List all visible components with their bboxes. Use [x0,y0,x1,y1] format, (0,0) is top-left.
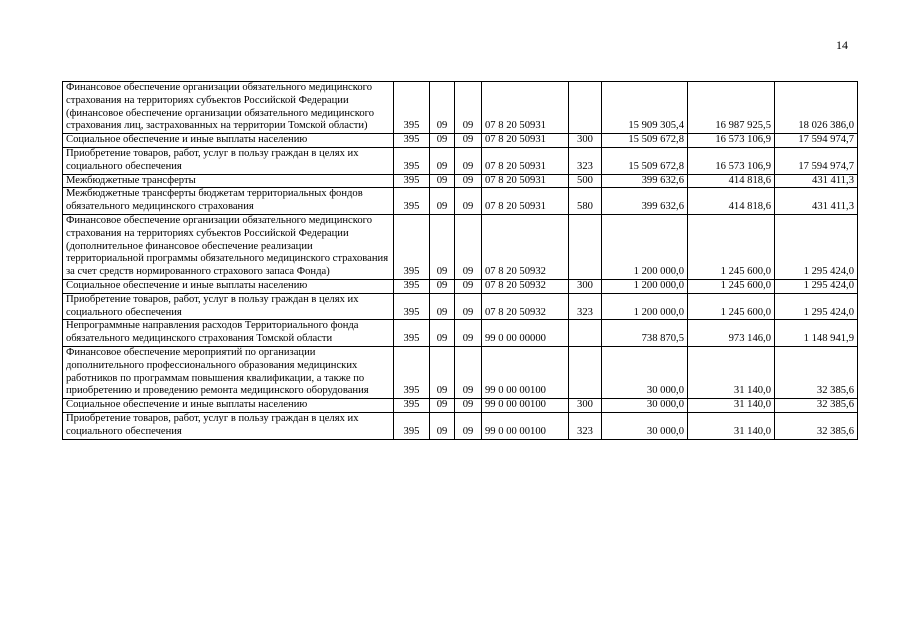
row-amount-year-2: 973 146,0 [688,320,775,347]
row-section: 09 [430,346,455,398]
row-description: Приобретение товаров, работ, услуг в пользу граждан в целях их социального обеспечения [63,412,394,439]
row-expense-type: 323 [569,147,602,174]
row-target-article: 07 8 20 50932 [482,279,569,293]
row-description: Непрограммные направления расходов Территориального фонда обязательного медицинского страхования Томской области [63,320,394,347]
page-number: 14 [836,38,848,52]
row-description: Социальное обеспечение и иные выплаты населению [63,399,394,413]
row-amount-year-1: 15 509 672,8 [602,147,688,174]
row-target-article: 99 0 00 00100 [482,346,569,398]
row-target-article: 07 8 20 50931 [482,134,569,148]
row-expense-type [569,346,602,398]
row-amount-year-1: 1 200 000,0 [602,279,688,293]
row-amount-year-3: 32 385,6 [775,412,858,439]
row-target-article: 99 0 00 00100 [482,399,569,413]
table-row [63,134,858,148]
row-code: 395 [394,320,430,347]
row-expense-type: 300 [569,279,602,293]
row-section: 09 [430,412,455,439]
row-amount-year-2: 414 818,6 [688,188,775,215]
row-subsection: 09 [455,412,482,439]
row-code: 395 [394,82,430,134]
row-description: Финансовое обеспечение организации обязательного медицинского страхования на территориях субъектов Российской Федерации (финансовое обеспечение организации обязательного медицинского страхования лиц, застрахованных на территории Томской области) [63,82,394,134]
row-amount-year-1: 30 000,0 [602,412,688,439]
row-amount-year-2: 16 573 106,9 [688,147,775,174]
row-target-article: 07 8 20 50931 [482,82,569,134]
row-section: 09 [430,188,455,215]
table-row [63,293,858,320]
row-section: 09 [430,293,455,320]
row-amount-year-3: 32 385,6 [775,346,858,398]
row-expense-type: 300 [569,399,602,413]
row-subsection: 09 [455,174,482,188]
row-amount-year-1: 1 200 000,0 [602,214,688,279]
row-subsection: 09 [455,147,482,174]
row-amount-year-1: 15 509 672,8 [602,134,688,148]
table-row [63,279,858,293]
row-amount-year-1: 15 909 305,4 [602,82,688,134]
row-subsection: 09 [455,134,482,148]
row-code: 395 [394,412,430,439]
row-amount-year-3: 18 026 386,0 [775,82,858,134]
row-expense-type [569,82,602,134]
row-target-article: 07 8 20 50932 [482,293,569,320]
row-code: 395 [394,134,430,148]
row-amount-year-1: 399 632,6 [602,188,688,215]
row-description: Межбюджетные трансферты [63,174,394,188]
row-subsection: 09 [455,399,482,413]
row-code: 395 [394,293,430,320]
table-row [63,82,858,134]
row-amount-year-1: 1 200 000,0 [602,293,688,320]
row-description: Приобретение товаров, работ, услуг в пользу граждан в целях их социального обеспечения [63,147,394,174]
row-section: 09 [430,147,455,174]
row-section: 09 [430,82,455,134]
row-description: Финансовое обеспечение организации обязательного медицинского страхования на территориях субъектов Российской Федерации (дополнительное финансовое обеспечение реализации территориальной программы обязательного медицинского страхования за счет средств нормированного страхового запаса Фонда) [63,214,394,279]
row-code: 395 [394,279,430,293]
row-expense-type: 580 [569,188,602,215]
row-section: 09 [430,279,455,293]
row-amount-year-2: 31 140,0 [688,399,775,413]
row-amount-year-2: 1 245 600,0 [688,293,775,320]
row-expense-type: 300 [569,134,602,148]
row-target-article: 07 8 20 50931 [482,174,569,188]
row-amount-year-3: 1 295 424,0 [775,214,858,279]
row-amount-year-2: 414 818,6 [688,174,775,188]
row-target-article: 07 8 20 50931 [482,188,569,215]
row-code: 395 [394,214,430,279]
row-expense-type: 500 [569,174,602,188]
row-section: 09 [430,399,455,413]
budget-table [62,81,858,440]
row-amount-year-3: 431 411,3 [775,174,858,188]
row-subsection: 09 [455,320,482,347]
row-section: 09 [430,134,455,148]
row-amount-year-1: 30 000,0 [602,346,688,398]
row-amount-year-3: 1 295 424,0 [775,293,858,320]
row-subsection: 09 [455,82,482,134]
row-description: Финансовое обеспечение мероприятий по организации дополнительного профессионального образования медицинских работников по программам повышения квалификации, а также по приобретению и проведению ремонта медицинского оборудования [63,346,394,398]
row-expense-type: 323 [569,412,602,439]
table-row [63,214,858,279]
row-code: 395 [394,346,430,398]
row-description: Социальное обеспечение и иные выплаты населению [63,134,394,148]
row-amount-year-1: 399 632,6 [602,174,688,188]
row-amount-year-1: 30 000,0 [602,399,688,413]
row-subsection: 09 [455,214,482,279]
table-row [63,147,858,174]
table-row [63,412,858,439]
row-expense-type [569,320,602,347]
row-amount-year-1: 738 870,5 [602,320,688,347]
row-amount-year-3: 1 295 424,0 [775,279,858,293]
table-row [63,399,858,413]
row-code: 395 [394,147,430,174]
row-section: 09 [430,320,455,347]
row-code: 395 [394,174,430,188]
table-row [63,320,858,347]
table-row [63,346,858,398]
row-amount-year-2: 31 140,0 [688,412,775,439]
row-amount-year-3: 17 594 974,7 [775,134,858,148]
row-description: Социальное обеспечение и иные выплаты населению [63,279,394,293]
row-section: 09 [430,214,455,279]
row-amount-year-2: 31 140,0 [688,346,775,398]
row-target-article: 99 0 00 00000 [482,320,569,347]
row-subsection: 09 [455,279,482,293]
row-target-article: 99 0 00 00100 [482,412,569,439]
row-target-article: 07 8 20 50931 [482,147,569,174]
row-expense-type [569,214,602,279]
row-description: Приобретение товаров, работ, услуг в пользу граждан в целях их социального обеспечения [63,293,394,320]
row-amount-year-3: 1 148 941,9 [775,320,858,347]
row-amount-year-3: 32 385,6 [775,399,858,413]
row-amount-year-2: 1 245 600,0 [688,214,775,279]
row-amount-year-3: 17 594 974,7 [775,147,858,174]
table-row [63,174,858,188]
row-amount-year-3: 431 411,3 [775,188,858,215]
row-amount-year-2: 16 987 925,5 [688,82,775,134]
row-description: Межбюджетные трансферты бюджетам территориальных фондов обязательного медицинского страхования [63,188,394,215]
row-subsection: 09 [455,346,482,398]
row-expense-type: 323 [569,293,602,320]
table-row [63,188,858,215]
row-target-article: 07 8 20 50932 [482,214,569,279]
row-code: 395 [394,399,430,413]
row-amount-year-2: 16 573 106,9 [688,134,775,148]
row-section: 09 [430,174,455,188]
row-subsection: 09 [455,188,482,215]
row-code: 395 [394,188,430,215]
row-amount-year-2: 1 245 600,0 [688,279,775,293]
row-subsection: 09 [455,293,482,320]
